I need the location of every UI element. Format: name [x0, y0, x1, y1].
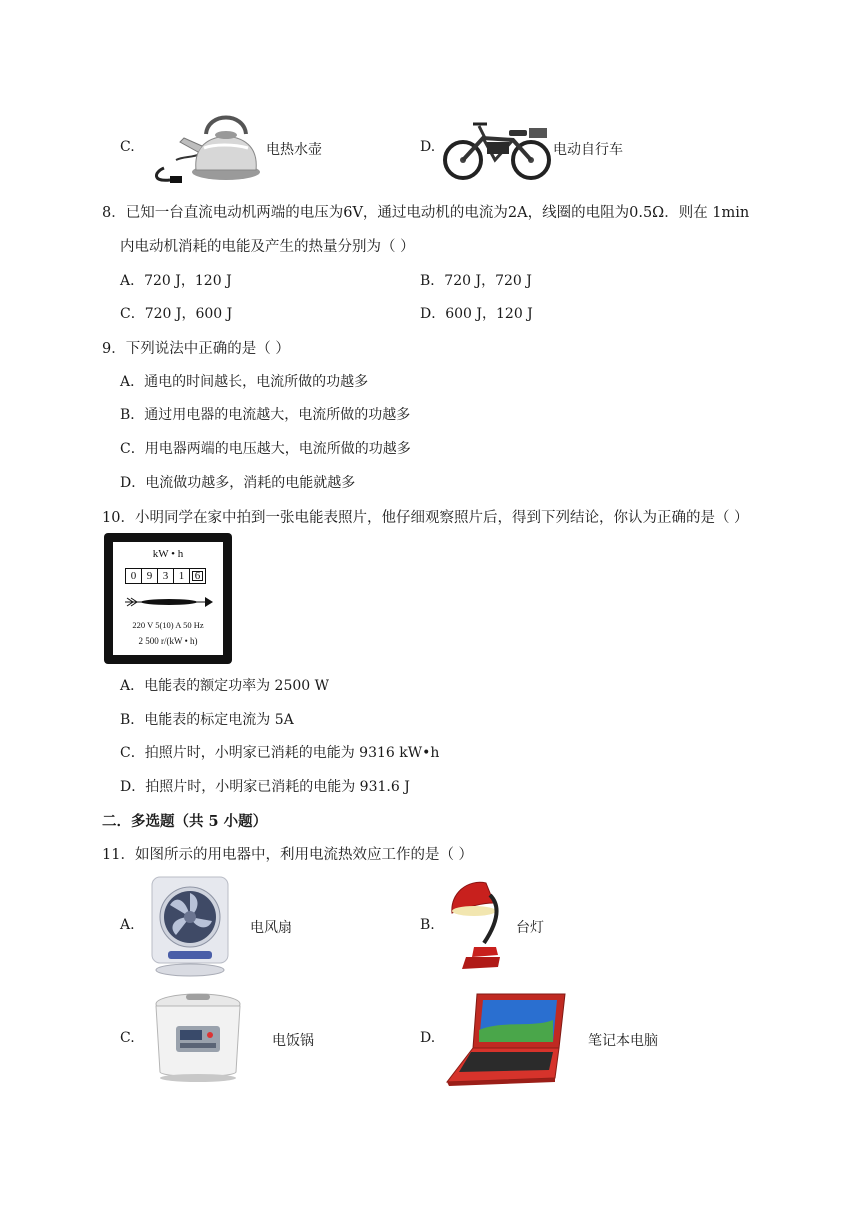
meter-unit: kW • h [152, 548, 184, 560]
electric-fan-image [146, 873, 234, 977]
option-a: A．电能表的额定功率为 2500 W [120, 678, 330, 694]
option-d: D．600 J，120 J [420, 306, 533, 322]
desk-lamp-image [444, 873, 508, 975]
meter-digit: 1 [174, 568, 190, 584]
option-label: 笔记本电脑 [588, 1033, 658, 1049]
option-d: D．拍照片时，小明家已消耗的电能为 931.6 J [120, 779, 410, 795]
meter-digit: 9 [142, 568, 158, 584]
question-11-stem: 11．如图所示的用电器中，利用电流热效应工作的是（ ） [102, 847, 474, 863]
option-letter: C. [120, 139, 135, 155]
option-b: B．电能表的标定电流为 5A [120, 712, 294, 728]
option-d: D．电流做功越多，消耗的电能就越多 [120, 475, 356, 491]
question-9-stem: 9．下列说法中正确的是（ ） [102, 341, 290, 357]
question-8-stem-line2: 内电动机消耗的电能及产生的热量分别为（ ） [120, 239, 415, 255]
meter-digit: 0 [125, 568, 142, 584]
meter-disc-arrow-icon [123, 594, 215, 610]
option-label: 电动自行车 [553, 142, 623, 158]
option-letter: B. [420, 917, 435, 933]
electric-bicycle-image [443, 116, 555, 182]
option-b: B．720 J，720 J [420, 273, 532, 289]
meter-digit: 3 [158, 568, 174, 584]
option-c: C．用电器两端的电压越大，电流所做的功越多 [120, 441, 411, 457]
option-a: A．720 J，120 J [120, 273, 232, 289]
option-letter: D. [420, 1030, 436, 1046]
meter-digits [125, 568, 206, 584]
meter-spec-2: 2 500 r/(kW • h) [138, 636, 198, 646]
meter-digit: 6 [190, 568, 206, 584]
option-label: 电热水壶 [266, 142, 322, 158]
option-c: C．拍照片时，小明家已消耗的电能为 9316 kW•h [120, 745, 440, 761]
option-a: A．通电的时间越长，电流所做的功越多 [120, 374, 369, 390]
option-label: 电饭锅 [272, 1033, 314, 1049]
option-label: 台灯 [516, 920, 544, 936]
option-label: 电风扇 [250, 920, 292, 936]
rice-cooker-image [146, 990, 250, 1084]
meter-spec-1: 220 V 5(10) A 50 Hz [132, 620, 204, 630]
question-8-stem-line1: 8．已知一台直流电动机两端的电压为6V，通过电动机的电流为2A，线圈的电阻为0.5Ω．则在 1min [102, 205, 750, 221]
energy-meter-image [104, 533, 232, 664]
question-10-stem: 10．小明同学在家中拍到一张电能表照片，他仔细观察照片后，得到下列结论，你认为正确的是（ ） [102, 510, 749, 526]
option-letter: C. [120, 1030, 135, 1046]
electric-kettle-image [144, 108, 266, 186]
option-letter: A. [120, 917, 135, 933]
section-title: 二．多选题（共 5 小题） [102, 813, 268, 830]
option-letter: D. [420, 139, 436, 155]
option-c: C．720 J，600 J [120, 306, 233, 322]
option-b: B．通过用电器的电流越大，电流所做的功越多 [120, 407, 411, 423]
laptop-image [443, 990, 569, 1088]
